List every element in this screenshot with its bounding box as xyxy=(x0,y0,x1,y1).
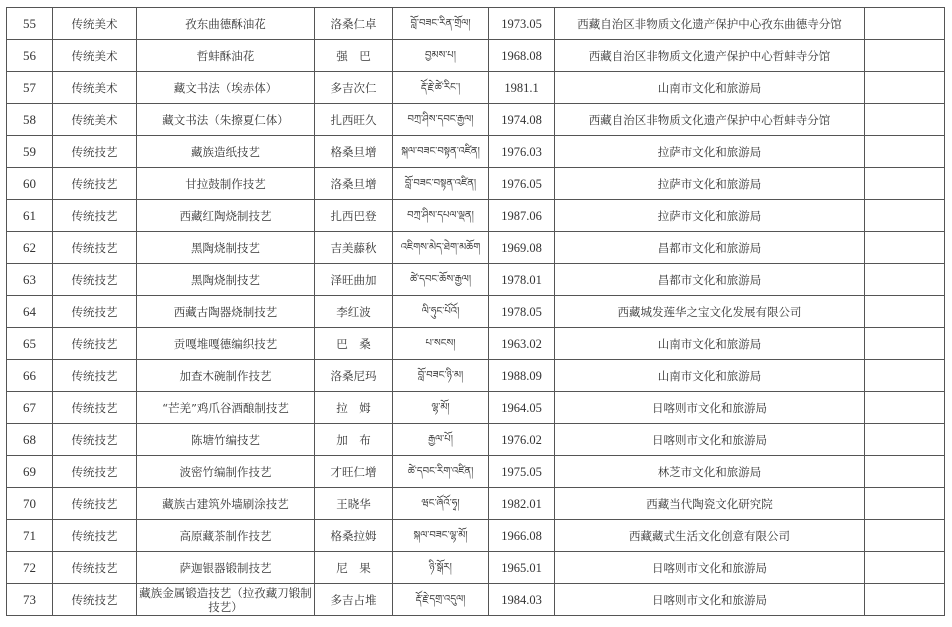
project-cell: 贡嘎堆嘎德编织技艺 xyxy=(137,328,315,360)
serial-number-cell: 72 xyxy=(7,552,53,584)
table-row xyxy=(7,136,945,168)
serial-number-cell: 71 xyxy=(7,520,53,552)
serial-number-cell: 63 xyxy=(7,264,53,296)
tibetan-name-cell: སྐལ་བཟང་བསྟན་འཛིན། xyxy=(393,136,489,168)
serial-number-cell: 60 xyxy=(7,168,53,200)
category-cell: 传统美术 xyxy=(53,8,137,40)
tibetan-name-cell: ལྷ་མོ། xyxy=(393,392,489,424)
tibetan-name-cell: ཉི་སྒོར། xyxy=(393,552,489,584)
birth-date-cell: 1965.01 xyxy=(489,552,555,584)
inheritor-name-cell: 洛桑尼玛 xyxy=(315,360,393,392)
serial-number-cell: 69 xyxy=(7,456,53,488)
empty-cell xyxy=(865,488,945,520)
project-cell: 哲蚌酥油花 xyxy=(137,40,315,72)
serial-number-cell: 68 xyxy=(7,424,53,456)
empty-cell xyxy=(865,392,945,424)
table-row xyxy=(7,104,945,136)
birth-date-cell: 1978.01 xyxy=(489,264,555,296)
table-row xyxy=(7,40,945,72)
protection-unit-cell: 拉萨市文化和旅游局 xyxy=(555,168,865,200)
protection-unit-cell: 西藏藏式生活文化创意有限公司 xyxy=(555,520,865,552)
inheritor-name-cell: 格桑拉姆 xyxy=(315,520,393,552)
birth-date-cell: 1966.08 xyxy=(489,520,555,552)
table-row xyxy=(7,456,945,488)
serial-number-cell: 66 xyxy=(7,360,53,392)
project-cell: 藏文书法（朱擦夏仁体） xyxy=(137,104,315,136)
birth-date-cell: 1981.1 xyxy=(489,72,555,104)
empty-cell xyxy=(865,264,945,296)
inheritor-name-cell: 格桑旦增 xyxy=(315,136,393,168)
empty-cell xyxy=(865,200,945,232)
category-cell: 传统技艺 xyxy=(53,488,137,520)
inheritor-name-cell: 多吉占堆 xyxy=(315,584,393,616)
category-cell: 传统技艺 xyxy=(53,136,137,168)
protection-unit-cell: 西藏自治区非物质文化遗产保护中心哲蚌寺分馆 xyxy=(555,40,865,72)
category-cell: 传统美术 xyxy=(53,104,137,136)
project-cell: 藏族古建筑外墙刷涂技艺 xyxy=(137,488,315,520)
protection-unit-cell: 拉萨市文化和旅游局 xyxy=(555,200,865,232)
birth-date-cell: 1974.08 xyxy=(489,104,555,136)
serial-number-cell: 59 xyxy=(7,136,53,168)
tibetan-name-cell: པ་སངས། xyxy=(393,328,489,360)
category-cell: 传统技艺 xyxy=(53,552,137,584)
project-cell: 藏文书法（埃赤体） xyxy=(137,72,315,104)
tibetan-name-cell: བློ་བཟང་ཉི་མ། xyxy=(393,360,489,392)
empty-cell xyxy=(865,104,945,136)
protection-unit-cell: 林芝市文化和旅游局 xyxy=(555,456,865,488)
empty-cell xyxy=(865,136,945,168)
inheritor-name-cell: 李红波 xyxy=(315,296,393,328)
inheritor-name-cell: 拉 姆 xyxy=(315,392,393,424)
inheritor-name-cell: 扎西旺久 xyxy=(315,104,393,136)
tibetan-name-cell: རྒྱལ་པོ། xyxy=(393,424,489,456)
protection-unit-cell: 拉萨市文化和旅游局 xyxy=(555,136,865,168)
inheritor-name-cell: 尼 果 xyxy=(315,552,393,584)
serial-number-cell: 65 xyxy=(7,328,53,360)
protection-unit-cell: 日喀则市文化和旅游局 xyxy=(555,424,865,456)
serial-number-cell: 61 xyxy=(7,200,53,232)
category-cell: 传统技艺 xyxy=(53,296,137,328)
table-row xyxy=(7,424,945,456)
birth-date-cell: 1984.03 xyxy=(489,584,555,616)
empty-cell xyxy=(865,456,945,488)
category-cell: 传统技艺 xyxy=(53,360,137,392)
project-cell: 西藏红陶烧制技艺 xyxy=(137,200,315,232)
table-row xyxy=(7,520,945,552)
serial-number-cell: 58 xyxy=(7,104,53,136)
serial-number-cell: 62 xyxy=(7,232,53,264)
inheritor-name-cell: 洛桑旦增 xyxy=(315,168,393,200)
project-cell: 加查木碗制作技艺 xyxy=(137,360,315,392)
empty-cell xyxy=(865,296,945,328)
birth-date-cell: 1988.09 xyxy=(489,360,555,392)
protection-unit-cell: 西藏自治区非物质文化遗产保护中心孜东曲德寺分馆 xyxy=(555,8,865,40)
protection-unit-cell: 西藏自治区非物质文化遗产保护中心哲蚌寺分馆 xyxy=(555,104,865,136)
table-row xyxy=(7,168,945,200)
inheritor-name-cell: 强 巴 xyxy=(315,40,393,72)
inheritor-name-cell: 才旺仁增 xyxy=(315,456,393,488)
birth-date-cell: 1976.05 xyxy=(489,168,555,200)
inheritor-name-cell: 洛桑仁卓 xyxy=(315,8,393,40)
protection-unit-cell: 山南市文化和旅游局 xyxy=(555,72,865,104)
category-cell: 传统美术 xyxy=(53,40,137,72)
table-row xyxy=(7,200,945,232)
inheritor-name-cell: 扎西巴登 xyxy=(315,200,393,232)
project-cell: 孜东曲德酥油花 xyxy=(137,8,315,40)
category-cell: 传统技艺 xyxy=(53,200,137,232)
table-row xyxy=(7,360,945,392)
project-cell: 高原藏茶制作技艺 xyxy=(137,520,315,552)
protection-unit-cell: 日喀则市文化和旅游局 xyxy=(555,392,865,424)
protection-unit-cell: 西藏城发莲华之宝文化发展有限公司 xyxy=(555,296,865,328)
birth-date-cell: 1973.05 xyxy=(489,8,555,40)
inheritor-name-cell: 王晓华 xyxy=(315,488,393,520)
project-cell: 藏族造纸技艺 xyxy=(137,136,315,168)
category-cell: 传统技艺 xyxy=(53,520,137,552)
empty-cell xyxy=(865,584,945,616)
inheritor-name-cell: 巴 桑 xyxy=(315,328,393,360)
empty-cell xyxy=(865,360,945,392)
table-row xyxy=(7,72,945,104)
table-row xyxy=(7,328,945,360)
birth-date-cell: 1978.05 xyxy=(489,296,555,328)
empty-cell xyxy=(865,232,945,264)
serial-number-cell: 73 xyxy=(7,584,53,616)
project-cell: 波密竹编制作技艺 xyxy=(137,456,315,488)
tibetan-name-cell: རྡོ་རྗེ་དགྲ་འདུལ། xyxy=(393,584,489,616)
tibetan-name-cell: བྱམས་པ། xyxy=(393,40,489,72)
protection-unit-cell: 山南市文化和旅游局 xyxy=(555,360,865,392)
category-cell: 传统技艺 xyxy=(53,168,137,200)
heritage-inheritors-table xyxy=(6,7,945,616)
protection-unit-cell: 日喀则市文化和旅游局 xyxy=(555,552,865,584)
category-cell: 传统美术 xyxy=(53,72,137,104)
serial-number-cell: 64 xyxy=(7,296,53,328)
tibetan-name-cell: བློ་བཟང་རིན་གྲོལ། xyxy=(393,8,489,40)
birth-date-cell: 1976.03 xyxy=(489,136,555,168)
empty-cell xyxy=(865,520,945,552)
tibetan-name-cell: བཀྲ་ཤིས་དབང་རྒྱལ། xyxy=(393,104,489,136)
serial-number-cell: 57 xyxy=(7,72,53,104)
empty-cell xyxy=(865,328,945,360)
birth-date-cell: 1976.02 xyxy=(489,424,555,456)
tibetan-name-cell: བློ་བཟང་བསྟན་འཛིན། xyxy=(393,168,489,200)
tibetan-name-cell: ཚེ་དབང་ཆོས་རྒྱལ། xyxy=(393,264,489,296)
table-row xyxy=(7,8,945,40)
birth-date-cell: 1987.06 xyxy=(489,200,555,232)
inheritor-name-cell: 吉美藤秋 xyxy=(315,232,393,264)
serial-number-cell: 55 xyxy=(7,8,53,40)
birth-date-cell: 1975.05 xyxy=(489,456,555,488)
empty-cell xyxy=(865,168,945,200)
tibetan-name-cell: ལི་ཧུང་པོའོ། xyxy=(393,296,489,328)
table-row xyxy=(7,264,945,296)
category-cell: 传统技艺 xyxy=(53,328,137,360)
project-cell: 西藏古陶器烧制技艺 xyxy=(137,296,315,328)
protection-unit-cell: 山南市文化和旅游局 xyxy=(555,328,865,360)
project-cell: 黑陶烧制技艺 xyxy=(137,264,315,296)
tibetan-name-cell: ཝང་ཞོའོ་ཧྭ། xyxy=(393,488,489,520)
tibetan-name-cell: རྡོ་རྗེ་ཚེ་རིང་། xyxy=(393,72,489,104)
project-cell: 萨迦银器锻制技艺 xyxy=(137,552,315,584)
tibetan-name-cell: ཚེ་དབང་རིག་འཛིན། xyxy=(393,456,489,488)
tibetan-name-cell: བཀྲ་ཤིས་དཔལ་ལྡན། xyxy=(393,200,489,232)
serial-number-cell: 67 xyxy=(7,392,53,424)
inheritor-name-cell: 泽旺曲加 xyxy=(315,264,393,296)
project-cell: 黑陶烧制技艺 xyxy=(137,232,315,264)
project-cell: 陈塘竹编技艺 xyxy=(137,424,315,456)
table-row xyxy=(7,296,945,328)
inheritor-name-cell: 多吉次仁 xyxy=(315,72,393,104)
empty-cell xyxy=(865,424,945,456)
empty-cell xyxy=(865,8,945,40)
empty-cell xyxy=(865,40,945,72)
protection-unit-cell: 昌都市文化和旅游局 xyxy=(555,232,865,264)
inheritor-name-cell: 加 布 xyxy=(315,424,393,456)
protection-unit-cell: 日喀则市文化和旅游局 xyxy=(555,584,865,616)
serial-number-cell: 56 xyxy=(7,40,53,72)
birth-date-cell: 1982.01 xyxy=(489,488,555,520)
table-row xyxy=(7,392,945,424)
category-cell: 传统技艺 xyxy=(53,232,137,264)
table-row xyxy=(7,488,945,520)
empty-cell xyxy=(865,72,945,104)
tibetan-name-cell: འཇིགས་མེད་ཐེག་མཆོག xyxy=(393,232,489,264)
category-cell: 传统技艺 xyxy=(53,424,137,456)
category-cell: 传统技艺 xyxy=(53,456,137,488)
birth-date-cell: 1963.02 xyxy=(489,328,555,360)
category-cell: 传统技艺 xyxy=(53,584,137,616)
project-cell: 甘拉鼓制作技艺 xyxy=(137,168,315,200)
table-row xyxy=(7,552,945,584)
table-row xyxy=(7,584,945,616)
project-cell: 藏族金属锻造技艺（拉孜藏刀锻制技艺） xyxy=(137,584,315,616)
table-row xyxy=(7,232,945,264)
protection-unit-cell: 西藏当代陶瓷文化研究院 xyxy=(555,488,865,520)
tibetan-name-cell: སྐལ་བཟང་ལྷ་མོ། xyxy=(393,520,489,552)
birth-date-cell: 1969.08 xyxy=(489,232,555,264)
empty-cell xyxy=(865,552,945,584)
protection-unit-cell: 昌都市文化和旅游局 xyxy=(555,264,865,296)
birth-date-cell: 1964.05 xyxy=(489,392,555,424)
birth-date-cell: 1968.08 xyxy=(489,40,555,72)
category-cell: 传统技艺 xyxy=(53,264,137,296)
category-cell: 传统技艺 xyxy=(53,392,137,424)
project-cell: “芒羌”鸡爪谷酒酿制技艺 xyxy=(137,392,315,424)
serial-number-cell: 70 xyxy=(7,488,53,520)
